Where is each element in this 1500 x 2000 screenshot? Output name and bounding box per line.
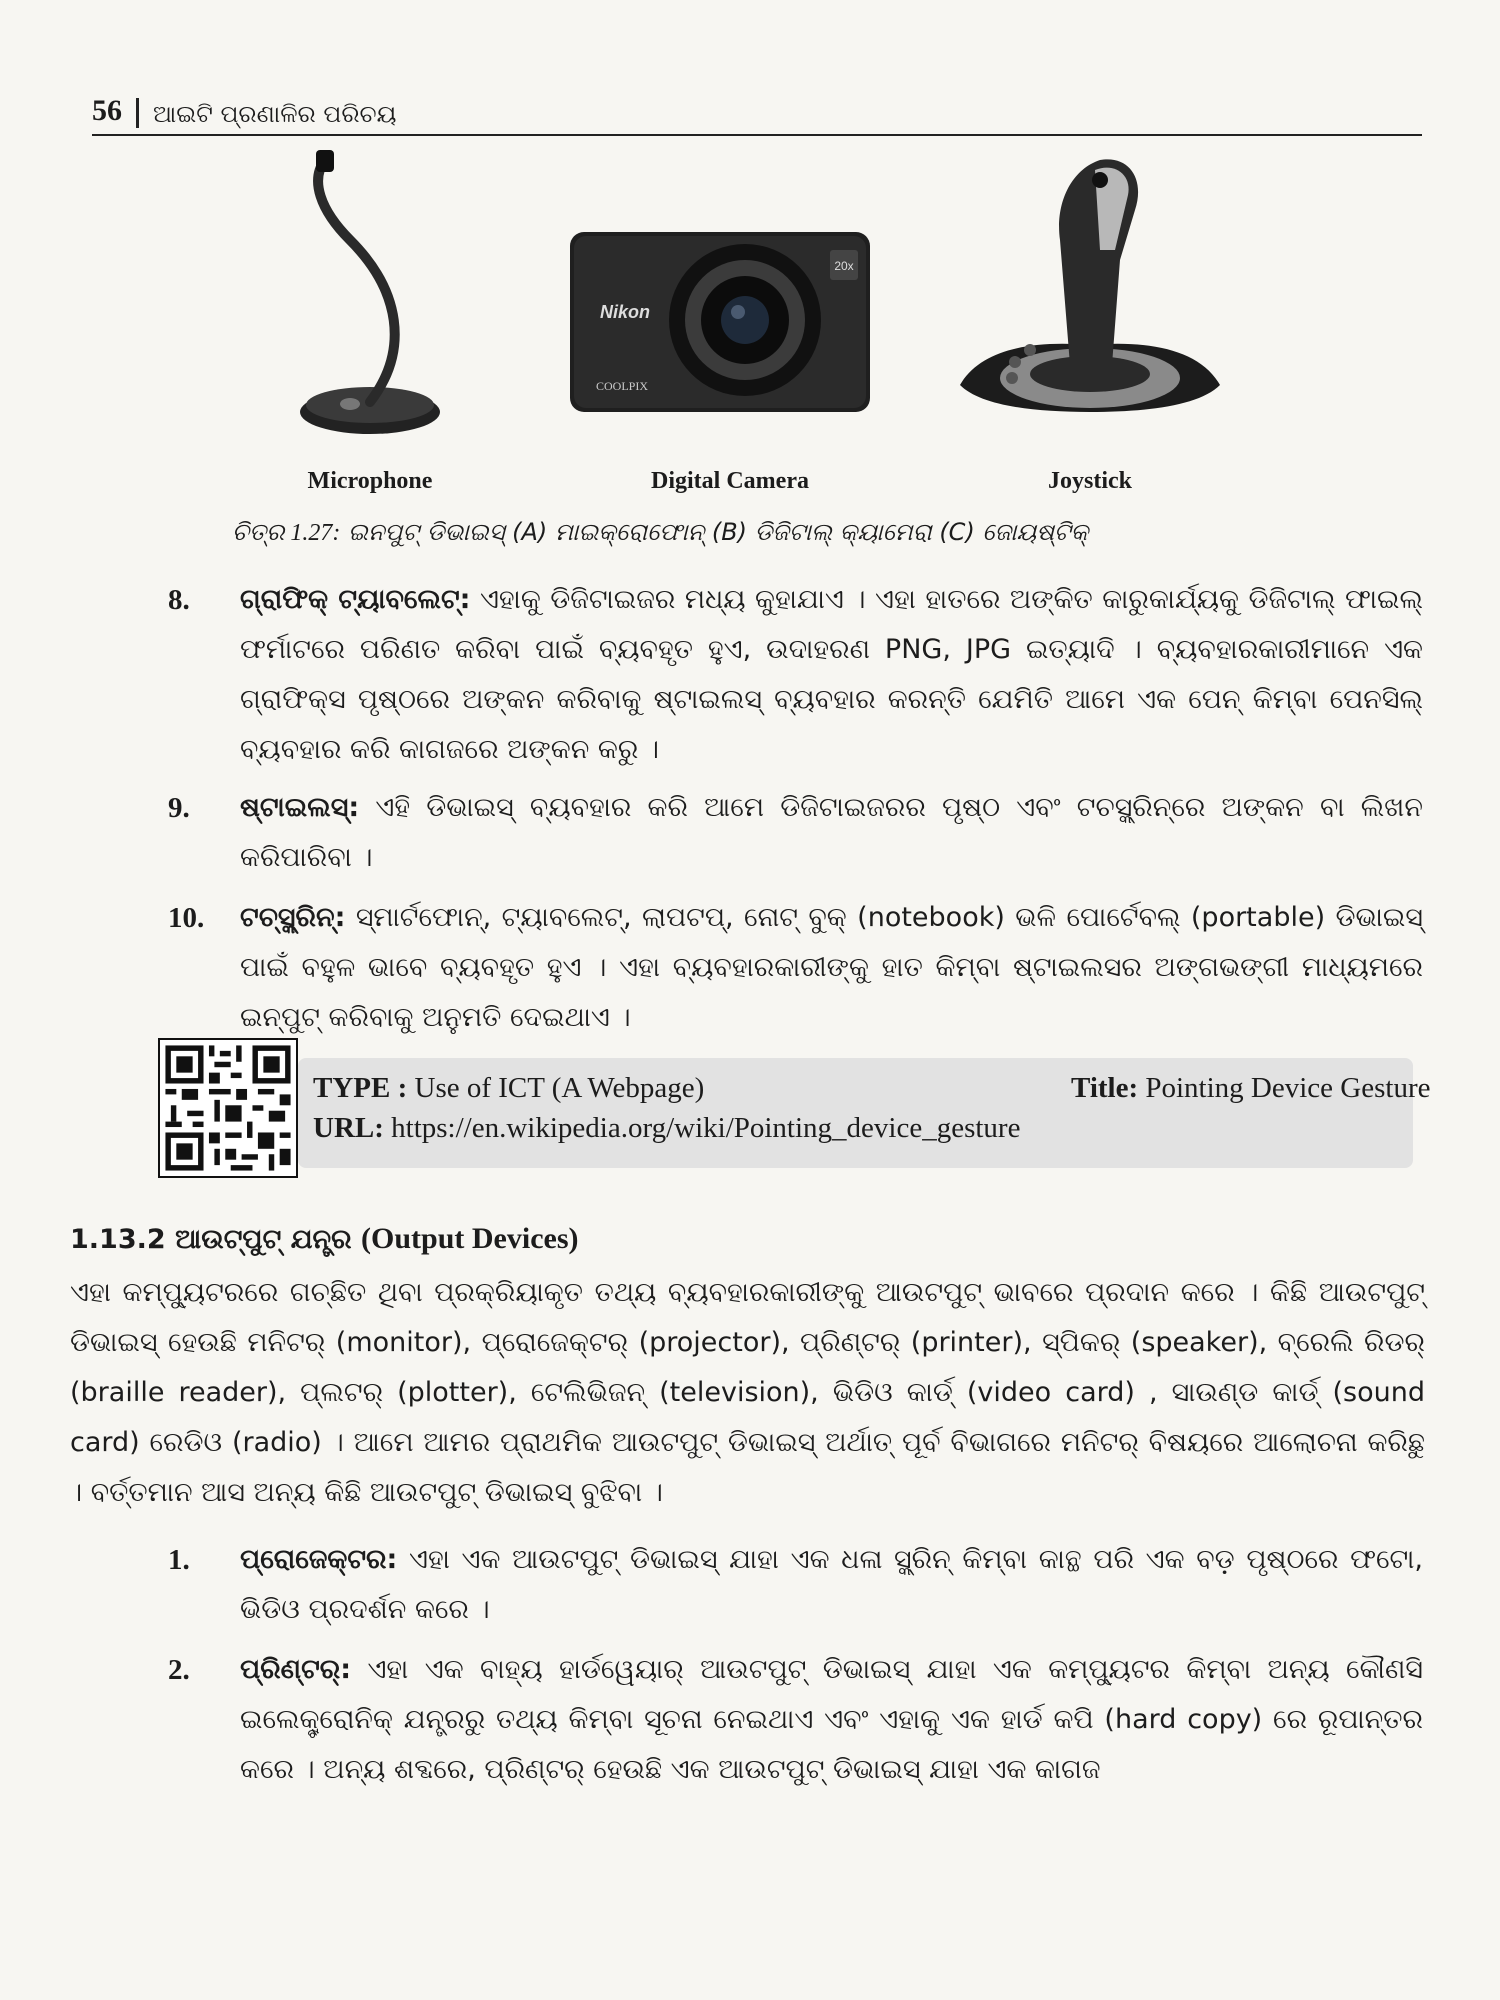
list-item-9	[168, 783, 1423, 883]
chapter-title: ଆଇଟି ପ୍ରଣାଳିର ପରିଚୟ	[153, 100, 397, 128]
item-text: ଏହା ଏକ ବାହ୍ୟ ହାର୍ଡୱେୟାର୍ ଆଉଟପୁଟ୍ ଡିଭାଇସ୍ ଯାହା ଏକ କମ୍ପ୍ୟୁଟର କିମ୍ବା ଅନ୍ୟ କୌଣସି ଇଲେକ୍ଟ୍ରୋନିକ୍ ଯନ୍ତ୍ରରୁ ତଥ୍ୟ କିମ୍ବା ସୂଚନା ନେଇଥାଏ ଏବଂ ଏହାକୁ ଏକ ହାର୍ଡ କପି (hard copy) ରେ ରୂପାନ୍ତର କରେ । ଅନ୍ୟ ଶବ୍ଦରେ, ପ୍ରିଣ୍ଟର୍ ହେଉଛି ଏକ ଆଉଟପୁଟ୍ ଡିଭାଇସ୍ ଯାହା ଏକ କାଗଜ	[240, 1654, 1423, 1785]
section-title-odia: ଆଉଟ୍‌ପୁଟ୍ ଯନ୍ତ୍ର	[175, 1224, 352, 1255]
section-number: 1.13.2	[70, 1224, 166, 1255]
caption-text: ଇନପୁଟ୍ ଡିଭାଇସ୍ (A) ମାଇକ୍ରୋଫୋନ୍ (B) ଡିଜିଟାଲ୍ କ୍ୟାମେରା (C) ଜୋୟଷ୍ଟିକ୍	[348, 518, 1089, 546]
item-term: ପ୍ରୋଜେକ୍ଟର:	[240, 1544, 398, 1575]
item-number: 10.	[168, 902, 205, 934]
item-number: 2.	[168, 1654, 190, 1686]
item-term: ଟଚ୍‌ସ୍କ୍ରିନ୍:	[240, 902, 346, 933]
microphone-icon	[200, 150, 540, 450]
list-item-8	[168, 575, 1423, 775]
qr-url-line	[313, 1112, 1020, 1145]
page-number: 56	[92, 94, 122, 127]
camera-brand-text: Nikon	[600, 302, 651, 322]
item-text: ଏହା ଏକ ଆଉଟପୁଟ୍ ଡିଭାଇସ୍ ଯାହା ଏକ ଧଳା ସ୍କ୍ରିନ୍ କିମ୍ବା କାନ୍ଥ ପରି ଏକ ବଡ଼ ପୃଷ୍ଠରେ ଫଟୋ, ଭିଡିଓ ପ୍ରଦର୍ଶନ କରେ ।	[240, 1544, 1423, 1625]
qr-url-label: URL:	[313, 1112, 384, 1144]
qr-type-label: TYPE :	[313, 1072, 408, 1104]
qr-reference-box	[158, 1038, 1431, 1178]
qr-type-line	[313, 1072, 704, 1105]
page-header	[92, 92, 1422, 136]
qr-title-value: Pointing Device Gesture	[1145, 1072, 1431, 1104]
item-text: ସ୍ମାର୍ଟଫୋନ୍, ଟ୍ୟାବଲେଟ୍, ଲାପଟପ୍, ନୋଟ୍ ବୁକ୍ (notebook) ଭଳି ପୋର୍ଟେବଲ୍ (portable) ଡିଭାଇସ୍ ପାଇଁ ବହୁଳ ଭାବେ ବ୍ୟବହୃତ ହୁଏ । ଏହା ବ୍ୟବହାରକାରୀଙ୍କୁ ହାତ କିମ୍ବା ଷ୍ଟାଇଲସର ଅଙ୍ଗଭଙ୍ଗୀ ମାଧ୍ୟମରେ ଇନ୍‌ପୁଟ୍ କରିବାକୁ ଅନୁମତି ଦେଇଥାଏ ।	[240, 902, 1423, 1033]
joystick-label: Joystick	[1048, 468, 1132, 494]
section-intro-paragraph: ଏହା କମ୍ପ୍ୟୁଟରରେ ଗଚ୍ଛିତ ଥିବା ପ୍ରକ୍ରିୟାକୃତ ତଥ୍ୟ ବ୍ୟବହାରକାରୀଙ୍କୁ ଆଉଟପୁଟ୍ ଭାବରେ ପ୍ରଦାନ କରେ । କିଛି ଆଉଟପୁଟ୍ ଡିଭାଇସ୍ ହେଉଛି ମନିଟର୍ (monitor), ପ୍ରୋଜେକ୍ଟର୍ (projector), ପ୍ରିଣ୍ଟର୍ (printer), ସ୍ପିକର୍ (speaker), ବ୍ରେଲି ରିଡର୍ (braille reader), ପ୍ଲଟର୍ (plotter), ଟେଲିଭିଜନ୍ (television), ଭିଡିଓ କାର୍ଡ୍ (video card) , ସାଉଣ୍ଡ କାର୍ଡ୍ (sound card) ରେଡିଓ (radio) । ଆମେ ଆମର ପ୍ରାଥମିକ ଆଉଟପୁଟ୍ ଡିଭାଇସ୍ ଅର୍ଥାତ୍ ପୂର୍ବ ବିଭାଗରେ ମନିଟର୍ ବିଷୟରେ ଆଲୋଚନା କରିଛୁ । ବର୍ତ୍ତମାନ ଆସ ଅନ୍ୟ କିଛି ଆଉଟପୁଟ୍ ଡିଭାଇସ୍ ବୁଝିବା ।	[70, 1277, 1425, 1508]
figure-caption	[232, 518, 1332, 547]
output-list-item-1	[168, 1535, 1423, 1635]
item-term: ଗ୍ରାଫିକ୍ ଟ୍ୟାବଲେଟ୍:	[240, 584, 471, 615]
microphone-label: Microphone	[307, 468, 433, 494]
camera-icon	[560, 150, 900, 450]
input-devices-figure	[200, 150, 1260, 495]
item-number: 9.	[168, 792, 190, 824]
microphone-figure	[200, 150, 540, 495]
camera-zoom-text: 20x	[834, 259, 854, 273]
output-list-item-2	[168, 1645, 1423, 1795]
item-number: 8.	[168, 584, 190, 616]
item-text: ଏହି ଡିଭାଇସ୍ ବ୍ୟବହାର କରି ଆମେ ଡିଜିଟାଇଜରର ପୃଷ୍ଠ ଏବଂ ଟଚସ୍କ୍ରିନ୍‌ରେ ଅଙ୍କନ ବା ଲିଖନ କରିପାରିବା ।	[240, 792, 1423, 873]
list-item-10	[168, 893, 1423, 1043]
qr-type-value: Use of ICT (A Webpage)	[414, 1072, 705, 1104]
item-text: ଏହାକୁ ଡିଜିଟାଇଜର ମଧ୍ୟ କୁହାଯାଏ । ଏହା ହାତରେ ଅଙ୍କିତ କାରୁକାର୍ଯ୍ୟକୁ ଡିଜିଟାଲ୍ ଫାଇଲ୍ ଫର୍ମାଟରେ ପରିଣତ କରିବା ପାଇଁ ବ୍ୟବହୃତ ହୁଏ, ଉଦାହରଣ PNG, JPG ଇତ୍ୟାଦି । ବ୍ୟବହାରକାରୀମାନେ ଏକ ଗ୍ରାଫିକ୍ସ ପୃଷ୍ଠରେ ଅଙ୍କନ କରିବାକୁ ଷ୍ଟାଇଲସ୍ ବ୍ୟବହାର କରନ୍ତି ଯେମିତି ଆମେ ଏକ ପେନ୍ କିମ୍ବା ପେନସିଲ୍ ବ୍ୟବହାର କରି କାଗଜରେ ଅଙ୍କନ କରୁ ।	[240, 584, 1423, 765]
section-heading	[70, 1222, 579, 1256]
qr-title-line	[1071, 1072, 1430, 1105]
joystick-icon	[920, 150, 1260, 450]
qr-url-link[interactable]: https://en.wikipedia.org/wiki/Pointing_device_gesture	[391, 1112, 1021, 1144]
item-term: ଷ୍ଟାଇଲସ୍:	[240, 792, 360, 823]
caption-prefix: ଚିତ୍ର 1.27:	[232, 520, 341, 546]
camera-figure	[560, 150, 900, 495]
header-separator	[136, 98, 139, 128]
joystick-figure	[920, 150, 1260, 495]
qr-title-label: Title:	[1071, 1072, 1139, 1104]
camera-label: Digital Camera	[651, 468, 809, 494]
qr-code-icon[interactable]	[158, 1038, 298, 1178]
section-title-english: (Output Devices)	[361, 1222, 579, 1255]
item-term: ପ୍ରିଣ୍ଟର୍:	[240, 1654, 352, 1685]
camera-model-text: COOLPIX	[596, 379, 649, 393]
item-number: 1.	[168, 1544, 190, 1576]
